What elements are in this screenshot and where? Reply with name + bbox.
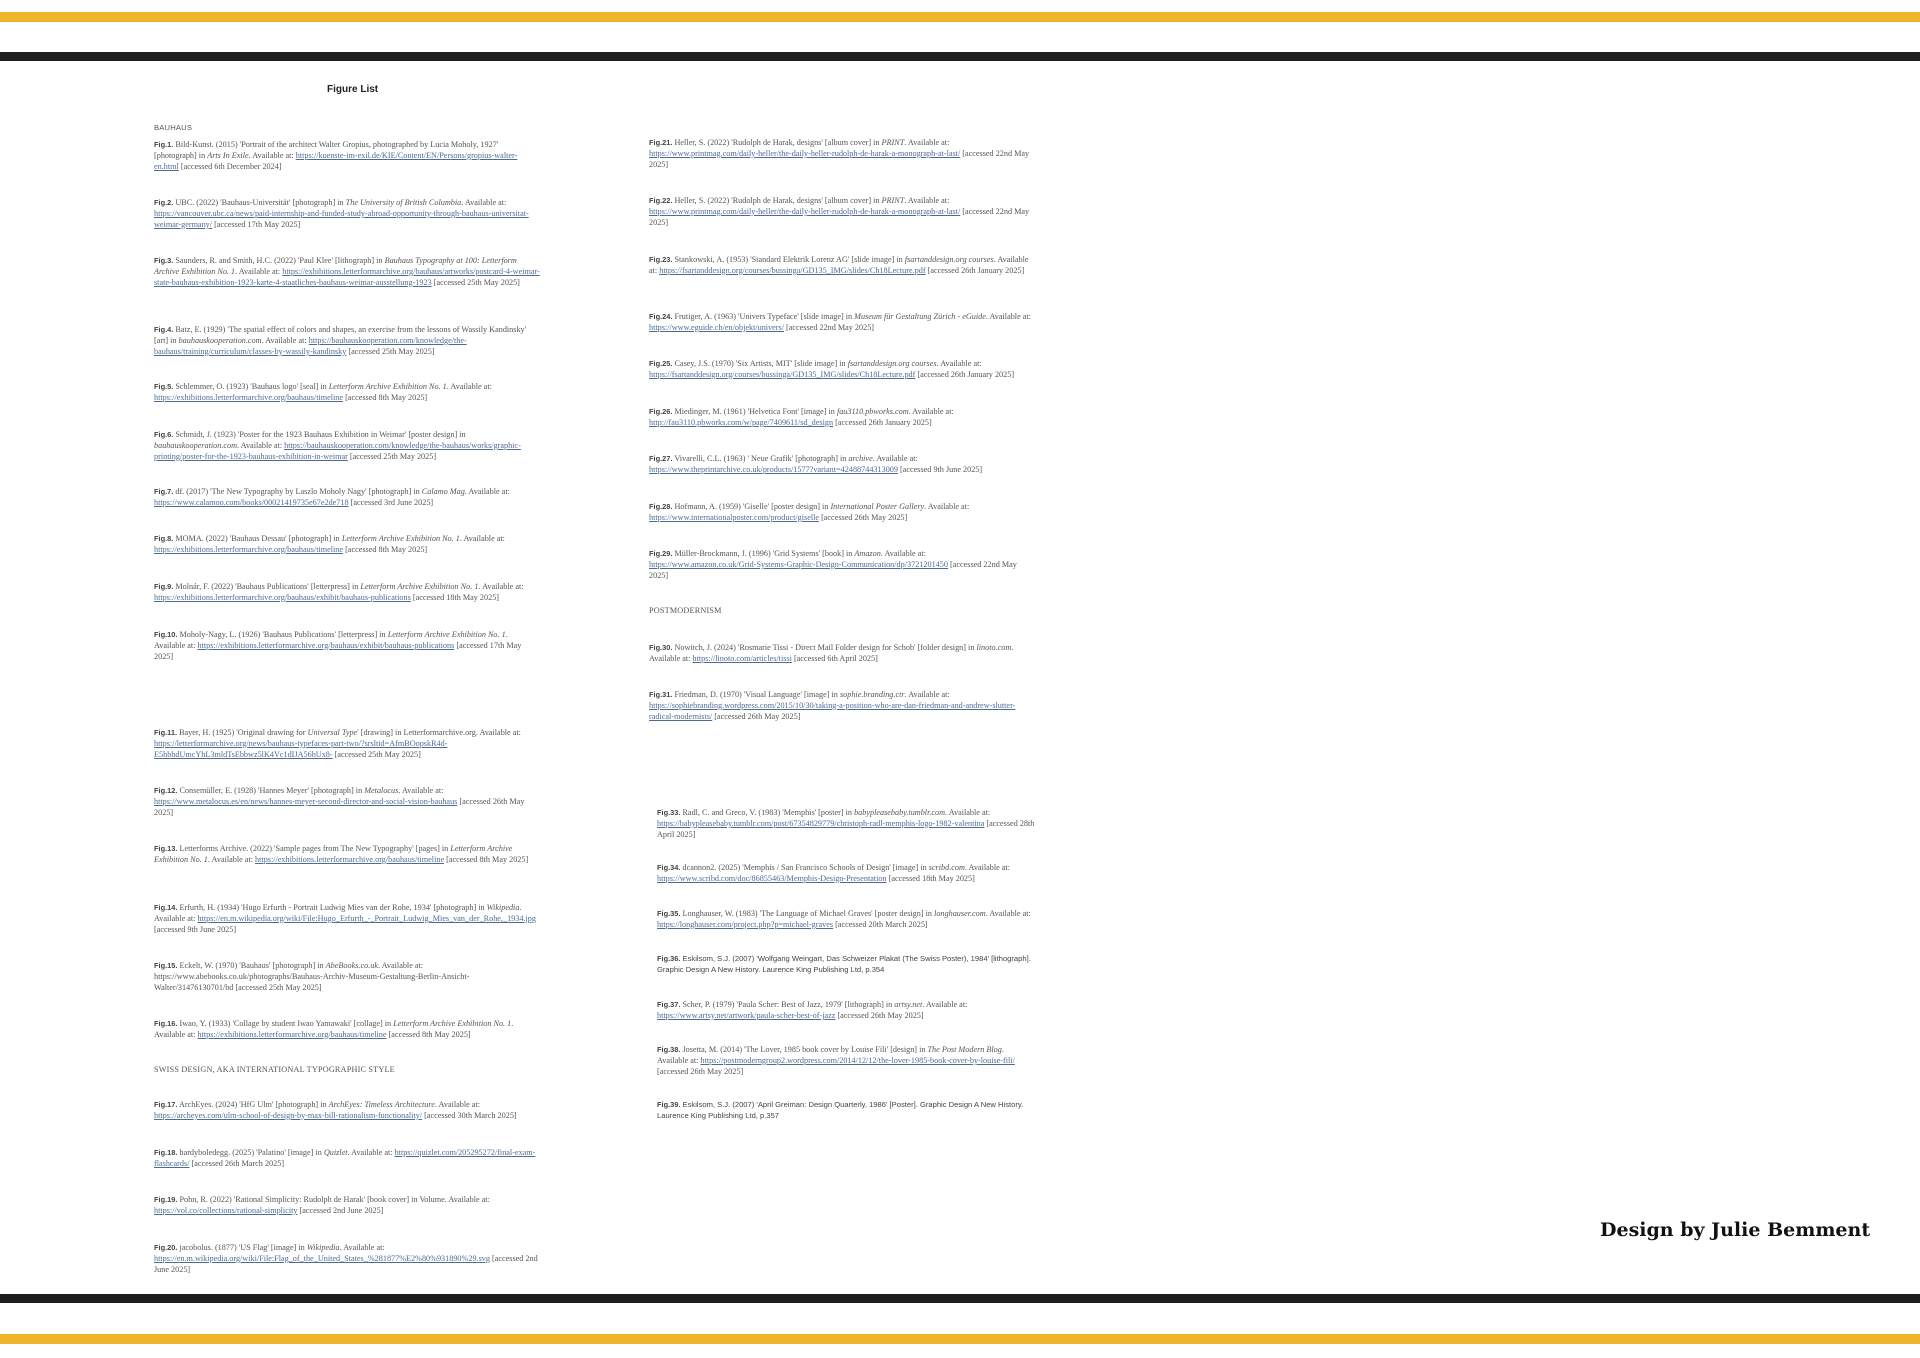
reference-text: . Available at: bbox=[657, 1045, 1004, 1065]
reference-text: Longhauser, W. (1983) 'The Language of Michael Graves' [poster design] in bbox=[680, 909, 935, 918]
source-title: Wikipedia bbox=[306, 1243, 340, 1252]
reference-text: Heller, S. (2022) 'Rudolph de Harak, designs' [album cover] in bbox=[672, 138, 882, 147]
accessed-date: [accessed 25th May 2025] bbox=[347, 451, 437, 461]
figure-number: Fig.33. bbox=[657, 808, 681, 817]
accessed-date: [accessed 20th March 2025] bbox=[833, 919, 928, 929]
source-link[interactable]: https://sophiebranding.wordpress.com/2015/10/30/taking-a-position-who-are-dan-friedman-and-andrew-slutter-radical-modernists/ bbox=[649, 700, 1016, 721]
reference-text: . Available at: bbox=[478, 582, 524, 591]
accessed-date: [accessed 8th May 2025] bbox=[444, 854, 529, 864]
accessed-date: [accessed 8th May 2025] bbox=[343, 392, 428, 402]
source-link[interactable]: https://www.calamoo.com/books/00021419735e67e2de718 bbox=[154, 497, 349, 507]
accessed-date: [accessed 22nd May 2025] bbox=[649, 206, 1030, 227]
bottom-yellow-band bbox=[0, 1334, 1920, 1344]
accessed-date: [accessed 6th December 2024] bbox=[178, 161, 282, 171]
accessed-date: [accessed 22nd May 2025] bbox=[784, 322, 875, 332]
figure-reference bbox=[657, 1000, 1035, 1022]
figure-reference bbox=[154, 1243, 540, 1275]
accessed-date: [accessed 2nd June 2025] bbox=[297, 1205, 384, 1215]
accessed-date: [accessed 26th March 2025] bbox=[189, 1158, 285, 1168]
accessed-date: [accessed 18th May 2025] bbox=[410, 592, 500, 602]
source-link[interactable]: https://www.printmag.com/daily-heller/the-daily-heller-rudolph-de-harak-a-monograph-at-last/ bbox=[649, 206, 961, 216]
reference-text: Eckelt, W. (1970) 'Bauhaus' [photograph] in bbox=[177, 961, 326, 970]
reference-text: UBC. (2022) 'Bauhaus-Universität' [photograph] in bbox=[173, 198, 346, 207]
source-title: Letterform Archive Exhibition No. 1 bbox=[154, 844, 513, 864]
source-title: Metalocus bbox=[364, 786, 399, 795]
source-link[interactable]: https://bauhauskooperation.com/knowledge/the-bauhaus/works/graphic-printing/poster-for-the-1923-bauhaus-exhibition-in-weimar bbox=[154, 440, 521, 461]
figure-number: Fig.29. bbox=[649, 549, 673, 558]
source-title: scribd.com bbox=[928, 863, 965, 872]
figure-number: Fig.34. bbox=[657, 863, 681, 872]
reference-text: . Available at: bbox=[880, 549, 926, 558]
accessed-date: [accessed 25th May 2025] bbox=[346, 346, 435, 356]
accessed-date: [accessed 25th May 2025] bbox=[431, 277, 520, 287]
figure-reference bbox=[649, 502, 1035, 524]
figure-reference bbox=[154, 430, 540, 462]
reference-text: Miedinger, M. (1961) 'Helvetica Font' [image] in bbox=[672, 407, 837, 416]
figure-number: Fig.20. bbox=[154, 1243, 178, 1252]
reference-text: . Available at: bbox=[154, 630, 508, 650]
reference-text: . Available at: bbox=[985, 909, 1031, 918]
figure-reference bbox=[154, 1148, 540, 1170]
source-title: Wikipedia bbox=[486, 903, 520, 912]
source-title: PRINT bbox=[881, 138, 905, 147]
reference-text: . Available at: bbox=[398, 786, 444, 795]
source-link[interactable]: https://letterformarchive.org/news/bauhaus-typefaces-part-two/?srsltid=AfmBOopskR4d-E5hbhdUmcYhL3mldTsEbbwz5lK4Vc1dIJA56hUx8- bbox=[154, 738, 448, 759]
reference-text: Friedman, D. (1970) 'Visual Language' [image] in bbox=[672, 690, 840, 699]
reference-text: hardyboledegg. (2025) 'Palatino' [image] in bbox=[177, 1148, 324, 1157]
bottom-black-band bbox=[0, 1294, 1920, 1303]
figure-number: Fig.38. bbox=[657, 1045, 681, 1054]
reference-text: . Available at: bbox=[649, 643, 1014, 663]
reference-text: Radl, C. and Greco, V. (1983) 'Memphis' [poster] in bbox=[680, 808, 855, 817]
source-title: Museum für Gestaltung Zürich - eGuide bbox=[854, 312, 986, 321]
figure-reference bbox=[649, 643, 1035, 665]
source-link[interactable]: https://www.artsy.net/artwork/paula-scher-best-of-jazz bbox=[657, 1010, 836, 1020]
reference-text: . Available at: bbox=[248, 150, 296, 160]
reference-text: . Available at: bbox=[936, 359, 982, 368]
reference-text: Bayer, H. (1925) 'Original drawing for bbox=[177, 728, 308, 737]
figure-number: Fig.8. bbox=[154, 534, 174, 543]
section-heading-bauhaus: BAUHAUS bbox=[154, 123, 193, 132]
source-link[interactable]: https://www.metalocus.es/en/news/hannes-meyer-second-director-and-social-vision-bauhaus bbox=[154, 796, 458, 806]
reference-text: . Available at: bbox=[985, 312, 1031, 321]
accessed-date: [accessed 18th May 2025] bbox=[886, 873, 975, 883]
source-title: Bauhaus Typography at 100: Letterform Archive Exhibition No. 1 bbox=[154, 256, 517, 276]
reference-text: . Available at: bbox=[446, 382, 492, 391]
source-link[interactable]: https://exhibitions.letterformarchive.org/bauhaus/timeline bbox=[255, 854, 445, 864]
page-title: Figure List bbox=[327, 84, 379, 95]
source-link[interactable]: https://exhibitions.letterformarchive.org/bauhaus/timeline bbox=[197, 1029, 387, 1039]
reference-text: Molnár, F. (2022) 'Bauhaus Publications' [letterpress] in bbox=[173, 582, 361, 591]
accessed-date: [accessed 26th May 2025] bbox=[819, 512, 908, 522]
figure-reference bbox=[649, 359, 1035, 381]
reference-text: Consemüller, E. (1928) 'Hannes Meyer' [photograph] in bbox=[177, 786, 365, 795]
figure-reference bbox=[154, 844, 540, 866]
source-link[interactable]: https://linoto.com/articles/tissi bbox=[692, 653, 792, 663]
figure-number: Fig.16. bbox=[154, 1019, 178, 1028]
reference-text: Batz, E. (1929) 'The spatial effect of colors and shapes, an exercise from the lessons of Wassily Kandinsky' [art] in bbox=[154, 325, 527, 345]
accessed-date: [accessed 26th May 2025] bbox=[712, 711, 801, 721]
figure-reference bbox=[657, 863, 1035, 885]
figure-reference bbox=[657, 1100, 1035, 1122]
figure-number: Fig.28. bbox=[649, 502, 673, 511]
reference-text: MOMA. (2022) 'Bauhaus Dessau' [photograph] in bbox=[173, 534, 342, 543]
accessed-date: [accessed 2nd June 2025] bbox=[154, 1253, 538, 1274]
figure-reference bbox=[154, 1019, 540, 1041]
figure-reference bbox=[657, 1045, 1035, 1077]
reference-text: Letterforms Archive. (2022) 'Sample pages from The New Typography' [pages] in bbox=[177, 844, 451, 853]
source-link[interactable]: https://www.internationalposter.com/product/giselle bbox=[649, 512, 820, 522]
figure-number: Fig.26. bbox=[649, 407, 673, 416]
figure-reference bbox=[154, 382, 540, 404]
figure-number: Fig.7. bbox=[154, 487, 174, 496]
accessed-date: [accessed 17th May 2025] bbox=[212, 219, 301, 229]
reference-text: Moholy-Nagy, L. (1926) 'Bauhaus Publications' [letterpress] in bbox=[177, 630, 388, 639]
source-title: Letterform Archive Exhibition No. 1 bbox=[328, 382, 447, 391]
accessed-date: [accessed 17th May 2025] bbox=[154, 640, 522, 661]
figure-number: Fig.37. bbox=[657, 1000, 681, 1009]
source-title: Letterform Archive Exhibition No. 1 bbox=[387, 630, 506, 639]
source-title: bauhauskooperation.com bbox=[154, 440, 238, 450]
reference-text: . Available at: bbox=[461, 198, 507, 207]
figure-number: Fig.21. bbox=[649, 138, 673, 147]
source-link[interactable]: https://fsartanddesign.org/courses/bussinga/GD135_IMG/slides/Ch18Lecture.pdf bbox=[659, 265, 926, 275]
figure-reference bbox=[154, 534, 540, 556]
source-link[interactable]: http://fau3110.pbworks.com/w/page/7409611/sd_design bbox=[649, 417, 834, 427]
figure-number: Fig.15. bbox=[154, 961, 178, 970]
reference-text: . Available at: bbox=[872, 454, 918, 463]
figure-reference bbox=[649, 407, 1035, 429]
source-title: fau3110.pbworks.com bbox=[836, 407, 909, 416]
source-link[interactable]: https://www.amazon.co.uk/Grid-Systems-Graphic-Design-Communication/dp/3721201450 bbox=[649, 559, 948, 569]
source-title: Letterform Archive Exhibition No. 1 bbox=[393, 1019, 512, 1028]
figure-reference bbox=[657, 909, 1035, 931]
figure-number: Fig.5. bbox=[154, 382, 174, 391]
reference-text: . Available at: bbox=[922, 1000, 968, 1009]
reference-text: . Available at: bbox=[459, 534, 505, 543]
section-heading-swiss: SWISS DESIGN, AKA INTERNATIONAL TYPOGRAPHIC STYLE bbox=[154, 1065, 395, 1074]
figure-number: Fig.4. bbox=[154, 325, 174, 334]
reference-text: . Available at: bbox=[237, 440, 285, 450]
reference-text: ArchEyes. (2024) 'HfG Ulm' [photograph] in bbox=[177, 1100, 329, 1109]
source-link[interactable]: https://kuenste-im-exil.de/KIE/Content/EN/Persons/gropius-walter-en.html bbox=[154, 150, 518, 171]
reference-text: . Available at: bbox=[904, 138, 950, 147]
source-title: AbeBooks.co.uk bbox=[325, 961, 378, 970]
figure-reference bbox=[154, 256, 540, 288]
figure-reference bbox=[154, 582, 540, 604]
accessed-date: [accessed 26th January 2025] bbox=[833, 417, 932, 427]
source-link[interactable]: https://quizlet.com/205295272/final-exam-flashcards/ bbox=[154, 1148, 536, 1168]
source-title: archive bbox=[848, 454, 873, 463]
figure-reference bbox=[649, 690, 1035, 722]
source-title: Calamo Mag bbox=[421, 487, 465, 496]
source-link[interactable]: https://archeyes.com/ulm-school-of-design-by-max-bill-rationalism-functionality/ bbox=[154, 1110, 423, 1120]
source-link[interactable]: https://www.theprintarchive.co.uk/products/1577?variant=42488744313009 bbox=[649, 464, 898, 474]
source-title: International Poster Gallery bbox=[830, 502, 925, 511]
section-heading-postmodernism: POSTMODERNISM bbox=[649, 606, 722, 615]
reference-text: . Available at: https://www.abebooks.co.uk/photographs/Bauhaus-Archiv-Museum-Gestaltung-Berlin-Ansicht-Walter/31476130701/bd bbox=[154, 961, 470, 992]
reference-text: ' [drawing] in Letterformarchive.org. Available at: bbox=[357, 728, 521, 737]
source-link[interactable]: https://fsartanddesign.org/courses/bussinga/GD135_IMG/slides/Ch18Lecture.pdf bbox=[649, 369, 916, 379]
figure-number: Fig.3. bbox=[154, 256, 174, 265]
source-link[interactable]: https://babypleasebaby.tumblr.com/post/67354829779/christoph-radl-memphis-logo-1982-valentina bbox=[657, 818, 985, 828]
figure-number: Fig.19. bbox=[154, 1195, 178, 1204]
figure-reference bbox=[154, 961, 540, 993]
accessed-date: [accessed 26th May 2025] bbox=[657, 1066, 744, 1076]
reference-text: . Available at: bbox=[235, 266, 283, 276]
figure-reference bbox=[657, 808, 1035, 840]
designer-credit: Design by Julie Bemment bbox=[1600, 1219, 1871, 1241]
reference-text: . Available at: bbox=[924, 502, 970, 511]
figure-number: Fig.14. bbox=[154, 903, 178, 912]
source-title: Arts In Exile bbox=[207, 150, 249, 160]
reference-text: Hofmann, A. (1959) 'Giselle' [poster design] in bbox=[672, 502, 831, 511]
figure-reference bbox=[649, 255, 1035, 277]
reference-text: . Available at: bbox=[904, 690, 950, 699]
source-title: The Post Modern Blog bbox=[927, 1045, 1002, 1054]
source-title: Quizlet bbox=[323, 1148, 348, 1157]
figure-reference bbox=[154, 630, 540, 662]
reference-text: . Available at: bbox=[347, 1148, 395, 1157]
figure-reference bbox=[154, 487, 540, 509]
figure-number: Fig.25. bbox=[649, 359, 673, 368]
accessed-date: [accessed 8th May 2025] bbox=[343, 544, 428, 554]
source-title: The University of British Columbia bbox=[345, 198, 462, 207]
reference-text: . Available at: bbox=[945, 808, 991, 817]
source-link[interactable]: https://exhibitions.letterformarchive.org/bauhaus/exhibit/bauhaus-publications bbox=[154, 592, 411, 602]
reference-text: . Available at: bbox=[339, 1243, 385, 1252]
accessed-date: [accessed 26th May 2025] bbox=[154, 796, 525, 817]
figure-reference bbox=[154, 786, 540, 818]
source-title: PRINT bbox=[881, 196, 905, 205]
source-title: bauhauskooperation.com bbox=[178, 335, 262, 345]
source-link[interactable]: https://postmoderngroup2.wordpress.com/2014/12/12/the-lover-1985-book-cover-by-louise-fili/ bbox=[700, 1055, 1015, 1065]
accessed-date: [accessed 3rd June 2025] bbox=[348, 497, 434, 507]
reference-text: . Available at: bbox=[207, 854, 256, 864]
figure-number: Fig.18. bbox=[154, 1148, 178, 1157]
source-link[interactable]: https://www.printmag.com/daily-heller/the-daily-heller-rudolph-de-harak-a-monograph-at-last/ bbox=[649, 148, 961, 158]
reference-text: Frutiger, A. (1963) 'Univers Typeface' [slide image] in bbox=[672, 312, 855, 321]
figure-number: Fig.17. bbox=[154, 1100, 178, 1109]
accessed-date: [accessed 8th May 2025] bbox=[386, 1029, 471, 1039]
reference-text: Nowitch, J. (2024) 'Rosmarie Tissi - Direct Mail Folder design for Schob' [folder design] in bbox=[672, 643, 977, 652]
figure-number: Fig.27. bbox=[649, 454, 673, 463]
source-link[interactable]: https://www.eguide.ch/en/objekt/univers/ bbox=[649, 322, 784, 332]
source-title: sophie.branding.ctr bbox=[839, 690, 905, 699]
accessed-date: [accessed 26th January 2025] bbox=[925, 265, 1025, 275]
reference-text: Eskilsom, S.J. (2007) 'April Greiman: Design Quarterly, 1986' [Poster]. Graphic Design A New History. Laurence King Publishing Ltd, p.357 bbox=[657, 1100, 1024, 1120]
figure-number: Fig.24. bbox=[649, 312, 673, 321]
source-title: artsy.net bbox=[894, 1000, 923, 1009]
figure-reference bbox=[649, 312, 1035, 334]
accessed-date: [accessed 22nd May 2025] bbox=[649, 148, 1030, 169]
figure-number: Fig.36. bbox=[657, 954, 681, 963]
source-title: Universal Type bbox=[307, 728, 358, 737]
figure-reference bbox=[154, 325, 540, 357]
accessed-date: [accessed 6th April 2025] bbox=[791, 653, 878, 663]
source-link[interactable]: https://exhibitions.letterformarchive.org/bauhaus/exhibit/bauhaus-publications bbox=[197, 640, 455, 650]
reference-text: . Available at: bbox=[649, 255, 1029, 275]
reference-text: . Available at: bbox=[464, 487, 510, 496]
source-title: longhauser.com bbox=[934, 909, 986, 918]
figure-number: Fig.9. bbox=[154, 582, 174, 591]
figure-number: Fig.30. bbox=[649, 643, 673, 652]
source-link[interactable]: https://vancouver.ubc.ca/news/paid-internship-and-funded-study-abroad-opportunity-through-bauhaus-universitat-weimar-germany/ bbox=[154, 208, 529, 229]
source-link[interactable]: https://www.scribd.com/doc/86855463/Memphis-Design-Presentation bbox=[657, 873, 887, 883]
figure-number: Fig.1. bbox=[154, 140, 174, 149]
figure-reference bbox=[154, 198, 540, 230]
reference-text: Müller-Brockmann, J. (1996) 'Grid Systems' [book] in bbox=[672, 549, 855, 558]
figure-reference bbox=[649, 196, 1035, 228]
figure-reference bbox=[649, 454, 1035, 476]
reference-text: Schmidt, J. (1923) 'Poster for the 1923 Bauhaus Exhibition in Weimar' [poster design] in bbox=[173, 430, 466, 439]
accessed-date: [accessed 22nd May 2025] bbox=[649, 559, 1017, 580]
reference-text: Schlemmer, O. (1923) 'Bauhaus logo' [seal] in bbox=[173, 382, 329, 391]
reference-text: Bild-Kunst. (2015) 'Portrait of the architect Walter Gropius, photographed by Lucia Moholy, 1927' [photograph] in bbox=[154, 140, 499, 160]
source-link[interactable]: https://longhauser.com/project.php?p=michael-graves bbox=[657, 919, 834, 929]
figure-number: Fig.23. bbox=[649, 255, 673, 264]
figure-number: Fig.2. bbox=[154, 198, 174, 207]
accessed-date: [accessed 9th June 2025] bbox=[154, 924, 237, 934]
source-title: ArchEyes: Timeless Architecture bbox=[328, 1100, 435, 1109]
reference-text: Stankowski, A. (1953) 'Standard Elektrik Lorenz AG' [slide image] in bbox=[672, 255, 905, 264]
source-title: Letterform Archive Exhibition No. 1 bbox=[341, 534, 460, 543]
accessed-date: [accessed 26th May 2025] bbox=[835, 1010, 924, 1020]
source-link[interactable]: https://bauhauskooperation.com/knowledge/the-bauhaus/training/curriculum/classes-by-wassily-kandinsky bbox=[154, 335, 467, 356]
reference-text: . Available at: bbox=[154, 1019, 514, 1039]
reference-text: . Available at: bbox=[964, 863, 1010, 872]
source-link[interactable]: https://exhibitions.letterformarchive.org/bauhaus/timeline bbox=[154, 544, 344, 554]
source-title: Letterform Archive Exhibition No. 1 bbox=[360, 582, 479, 591]
reference-text: Pohn, R. (2022) 'Rational Simplicity: Rudolph de Harak' [book cover] in Volume. Available at: bbox=[177, 1195, 490, 1204]
source-link[interactable]: https://exhibitions.letterformarchive.org/bauhaus/timeline bbox=[154, 392, 344, 402]
accessed-date: [accessed 28th April 2025] bbox=[657, 818, 1035, 839]
figure-number: Fig.39. bbox=[657, 1100, 681, 1109]
figure-reference bbox=[154, 1195, 540, 1217]
figure-number: Fig.12. bbox=[154, 786, 178, 795]
reference-text: . Available at: bbox=[261, 335, 309, 345]
figure-number: Fig.31. bbox=[649, 690, 673, 699]
accessed-date: [accessed 9th June 2025] bbox=[897, 464, 983, 474]
reference-text: Eskilsom, S.J. (2007) 'Wolfgang Weingart, Das Schweizer Plakat (The Swiss Poster), 1984' [lithograph]. Graphic Design A New History. Laurence King Publishing Ltd, p.354 bbox=[657, 954, 1031, 974]
source-title: babypleasebaby.tumblr.com bbox=[854, 808, 946, 817]
reference-text: . Available at: bbox=[904, 196, 950, 205]
reference-text: Vivarelli, C.L. (1963) ' Neue Grafik' [photograph] in bbox=[672, 454, 849, 463]
reference-text: dcannon2. (2025) 'Memphis / San Francisco Schools of Design' [image] in bbox=[680, 863, 929, 872]
figure-reference bbox=[154, 140, 540, 172]
reference-text: Scher, P. (1979) 'Paula Scher: Best of Jazz, 1979' [lithograph] in bbox=[680, 1000, 895, 1009]
figure-number: Fig.6. bbox=[154, 430, 174, 439]
accessed-date: [accessed 25th May 2025] bbox=[332, 749, 421, 759]
reference-text: df. (2017) 'The New Typography by Laszlo Moholy Nagy' [photograph] in bbox=[173, 487, 422, 496]
reference-text: . Available at: bbox=[908, 407, 954, 416]
source-title: linoto.com bbox=[976, 643, 1012, 652]
source-title: Amazon bbox=[854, 549, 881, 558]
figure-number: Fig.13. bbox=[154, 844, 178, 853]
reference-text: Josetta, M. (2014) 'The Lover, 1985 book cover by Louise Fili' [design] in bbox=[680, 1045, 928, 1054]
reference-text: Iwao, Y. (1933) 'Collage by student Iwao Yamawaki' [collage] in bbox=[177, 1019, 394, 1028]
figure-reference bbox=[657, 954, 1035, 976]
figure-number: Fig.35. bbox=[657, 909, 681, 918]
source-link[interactable]: https://en.m.wikipedia.org/wiki/File:Hugo_Erfurth_-_Portrait_Ludwig_Mies_van_der_Rohe,_1934.jpg bbox=[197, 913, 536, 923]
figure-number: Fig.10. bbox=[154, 630, 178, 639]
source-link[interactable]: https://vol.co/collections/rational-simplicity bbox=[154, 1205, 298, 1215]
reference-text: Casey, J.S. (1970) 'Six Artists, MIT' [slide image] in bbox=[672, 359, 848, 368]
reference-text: Erfurth, H. (1934) 'Hugo Erfurth - Portrait Ludwig Mies van der Rohe, 1934' [photograph] in bbox=[177, 903, 487, 912]
source-link[interactable]: https://exhibitions.letterformarchive.org/bauhaus/artworks/postcard-4-weimar-state-bauhaus-exhibition-1923-karte-4-staatliches-bauhaus-weimar-ausstellung-1923 bbox=[154, 266, 540, 287]
accessed-date: [accessed 25th May 2025] bbox=[233, 982, 322, 992]
source-title: fsartanddesign.org courses bbox=[847, 359, 937, 368]
top-black-band bbox=[0, 52, 1920, 61]
reference-text: . Available at: bbox=[154, 903, 522, 923]
figure-reference bbox=[649, 138, 1035, 170]
figure-reference bbox=[649, 549, 1035, 581]
figure-reference bbox=[154, 1100, 540, 1122]
source-link[interactable]: https://en.m.wikipedia.org/wiki/File:Flag_of_the_United_States_%281877%E2%80%931890%29.svg bbox=[154, 1253, 490, 1263]
source-title: fsartanddesign.org courses bbox=[904, 255, 994, 264]
top-yellow-band bbox=[0, 12, 1920, 22]
figure-number: Fig.11. bbox=[154, 728, 178, 737]
reference-text: Saunders, R. and Smith, H.C. (2022) 'Paul Klee' [lithograph] in bbox=[173, 256, 385, 265]
figure-number: Fig.22. bbox=[649, 196, 673, 205]
accessed-date: [accessed 26th January 2025] bbox=[915, 369, 1015, 379]
accessed-date: [accessed 30th March 2025] bbox=[422, 1110, 517, 1120]
reference-text: jacobolus. (1877) 'US Flag' [image] in bbox=[177, 1243, 307, 1252]
reference-text: Heller, S. (2022) 'Rudolph de Harak, designs' [album cover] in bbox=[672, 196, 882, 205]
figure-reference bbox=[154, 903, 540, 935]
figure-reference bbox=[154, 728, 540, 760]
reference-text: . Available at: bbox=[434, 1100, 480, 1109]
